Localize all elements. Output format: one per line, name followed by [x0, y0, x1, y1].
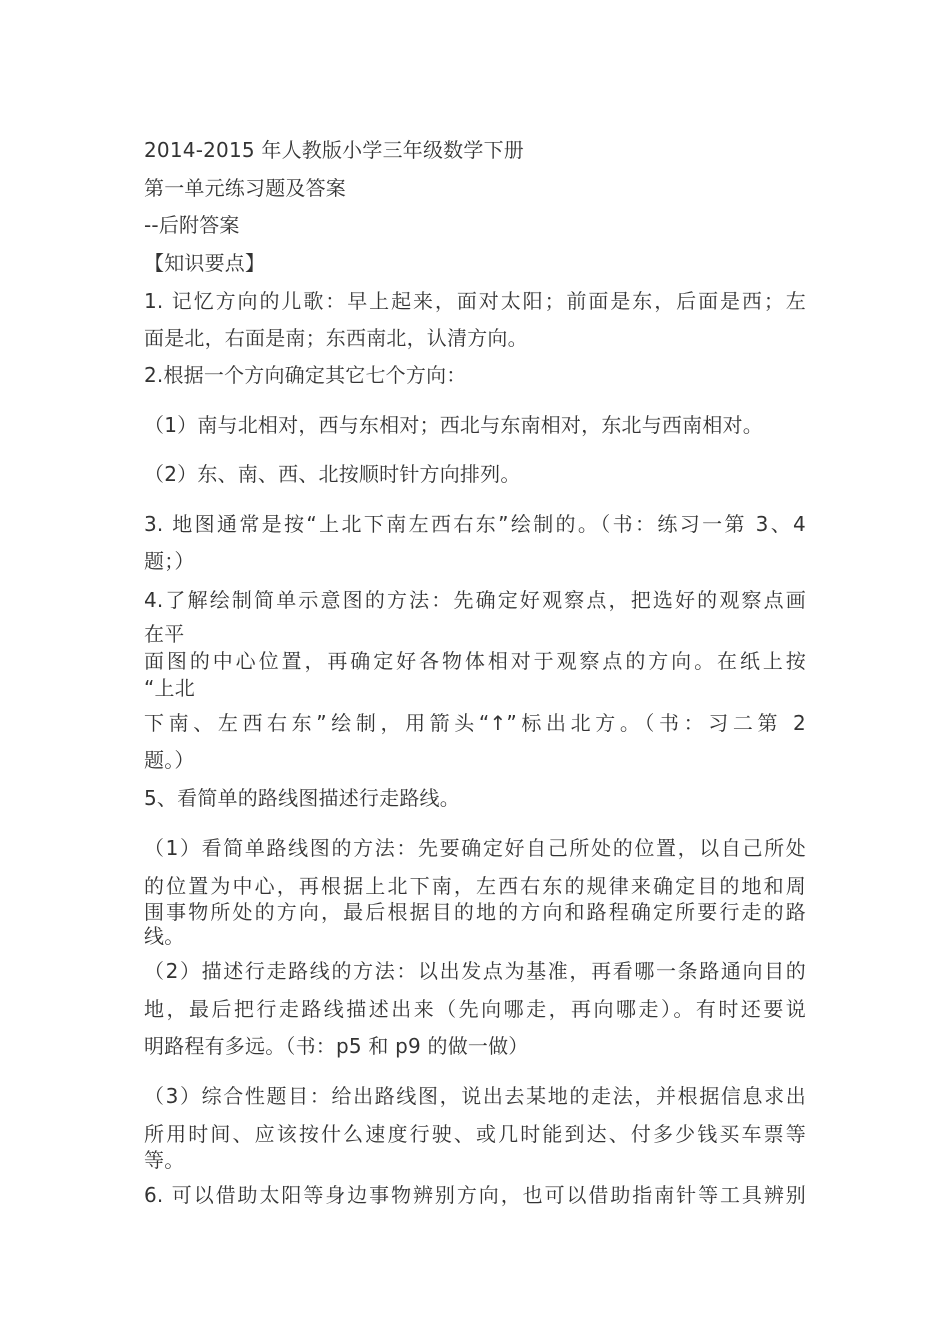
text-line: 1. 记忆方向的儿歌：早上起来，面对太阳；前面是东，后面是西；左: [144, 289, 806, 313]
section-heading: 【知识要点】: [144, 251, 266, 275]
text-line: 在平: [144, 622, 185, 646]
text-line: （1）南与北相对，西与东相对；西北与东南相对，东北与西南相对。: [144, 413, 763, 437]
text-line: 明路程有多远。（书：p5 和 p9 的做一做）: [144, 1034, 529, 1058]
text-line: （2）描述行走路线的方法：以出发点为基准，再看哪一条路通向目的: [144, 959, 806, 983]
title-line-1: 2014-2015 年人教版小学三年级数学下册: [144, 138, 524, 162]
text-line: 所用时间、应该按什么速度行驶、或几时能到达、付多少钱买车票等: [144, 1122, 806, 1146]
text-line: 等。: [144, 1148, 185, 1172]
text-line: 题；）: [144, 549, 195, 573]
text-line: 题。）: [144, 748, 195, 772]
title-line-2: 第一单元练习题及答案: [144, 176, 346, 200]
text-line: “上北: [144, 676, 195, 700]
text-line: 2.根据一个方向确定其它七个方向：: [144, 363, 467, 387]
text-line: （2）东、南、西、北按顺时针方向排列。: [144, 462, 521, 486]
text-line: 面是北，右面是南；东西南北，认清方向。: [144, 326, 528, 350]
title-line-3: --后附答案: [144, 213, 240, 237]
text-line: 面图的中心位置，再确定好各物体相对于观察点的方向。在纸上按: [144, 649, 806, 673]
text-line: （1）看简单路线图的方法：先要确定好自己所处的位置，以自己所处: [144, 836, 806, 860]
text-line: 6. 可以借助太阳等身边事物辨别方向，也可以借助指南针等工具辨别: [144, 1183, 806, 1207]
text-line: 下南、左西右东”绘制，用箭头“↑”标出北方。（书：习二第 2: [144, 711, 806, 735]
text-line: 线。: [144, 924, 185, 948]
text-line: 4.了解绘制简单示意图的方法：先确定好观察点，把选好的观察点画: [144, 588, 806, 612]
text-line: （3）综合性题目：给出路线图，说出去某地的走法，并根据信息求出: [144, 1084, 806, 1108]
text-line: 5、看简单的路线图描述行走路线。: [144, 786, 460, 810]
text-line: 3. 地图通常是按“上北下南左西右东”绘制的。（书：练习一第 3、4: [144, 512, 806, 536]
text-line: 围事物所处的方向，最后根据目的地的方向和路程确定所要行走的路: [144, 900, 806, 924]
text-line: 的位置为中心，再根据上北下南，左西右东的规律来确定目的地和周: [144, 874, 806, 898]
text-line: 地，最后把行走路线描述出来（先向哪走，再向哪走）。有时还要说: [144, 997, 806, 1021]
